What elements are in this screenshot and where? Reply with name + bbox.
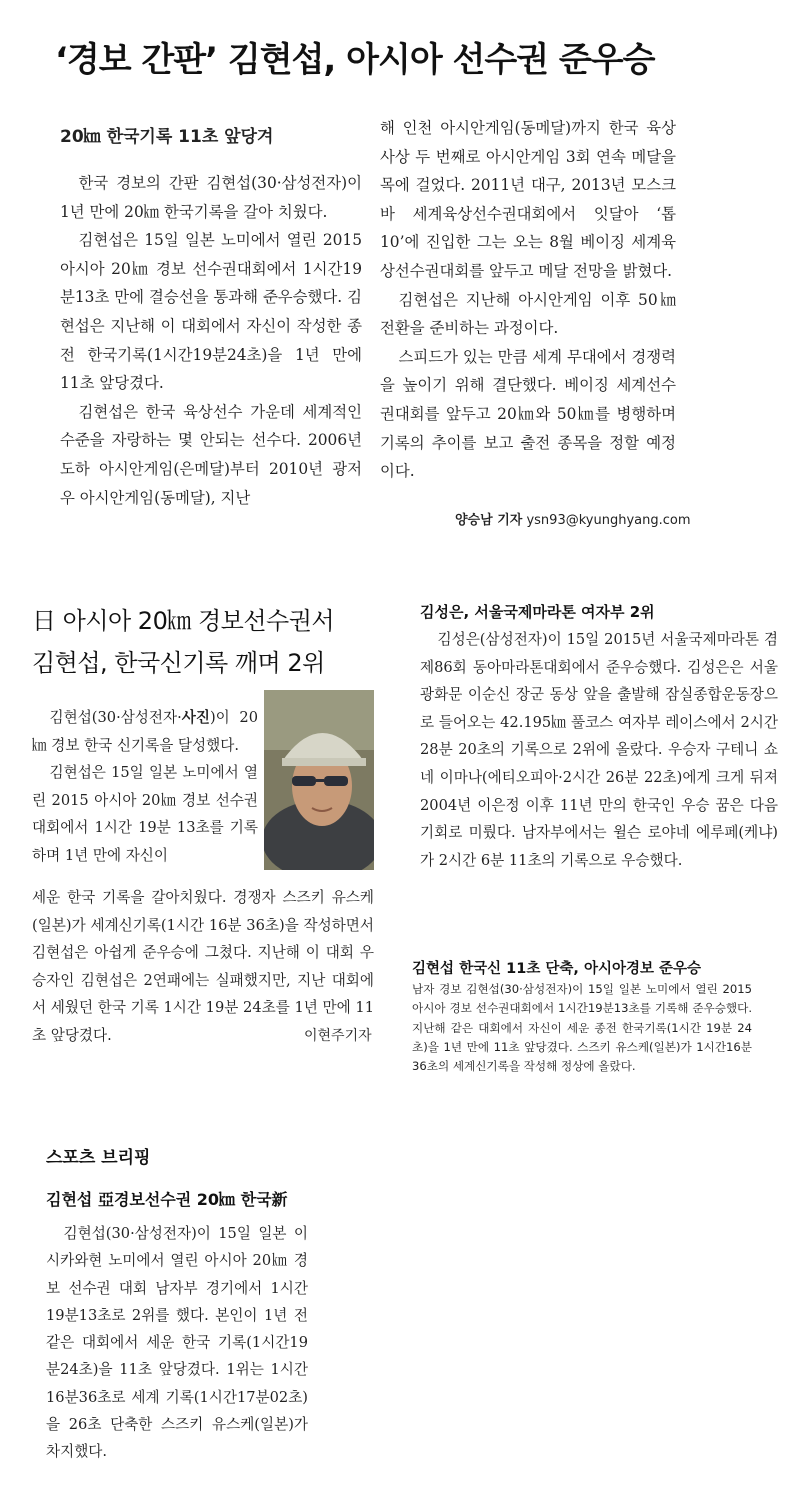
byline-name: 양승남 기자 <box>455 513 523 528</box>
article4-headline: 김현섭 한국신 11초 단축, 아시아경보 준우승 <box>412 961 702 977</box>
article4-body <box>412 980 752 1076</box>
article1-paragraph: 한국 경보의 간판 김현섭(30·삼성전자)이 1년 만에 20㎞ 한국기록을 갈아 치웠다. <box>60 174 362 221</box>
article2-headline-line1: 日 아시아 20㎞ 경보선수권서 <box>32 607 335 635</box>
article2-paragraph: 세운 한국 기록을 갈아치웠다. 경쟁자 스즈키 유스케(일본)가 세계신기록(1시간 16분 36초)을 작성하면서 김현섭은 아쉽게 준우승에 그쳤다. 지난해 이 대회 우승자인 김현섭은 2연패에는 실패했지만, 지난 대회에서 세웠던 한국 기록 1시간 19분 24초를 1년 만에 11초 앞당겼다. <box>32 889 374 1044</box>
article1-byline <box>455 509 691 528</box>
article2-paragraph <box>32 704 258 759</box>
article2-paragraph: 김현섭은 15일 일본 노미에서 열린 2015 아시아 20㎞ 경보 선수권대회에서 1시간 19분 13초를 기록하며 1년 만에 자신이 <box>32 764 258 864</box>
article1-paragraph: 김현섭은 지난해 아시안게임 이후 50㎞ 전환을 준비하는 과정이다. <box>380 290 676 338</box>
article1-headline: ‘경보 간판’ 김현섭, 아시아 선수권 준우승 <box>55 40 655 80</box>
article5-headline: 김현섭 亞경보선수권 20㎞ 한국新 <box>46 1190 288 1209</box>
article1-right-column <box>380 114 676 486</box>
athlete-photo <box>264 690 374 870</box>
article2-p1-bold: 사진 <box>181 709 210 726</box>
article1-left-column <box>60 169 362 512</box>
article2-narrow-column <box>32 704 258 870</box>
article2-p1-suffix: )이 20㎞ 경보 한국 신기록을 달성했다. <box>32 709 258 754</box>
article5-section-title: 스포츠 브리핑 <box>46 1148 151 1168</box>
article3-body <box>420 626 778 874</box>
article1-subheadline: 20㎞ 한국기록 11초 앞당겨 <box>60 127 274 147</box>
article2-reporter: 이현주기자 <box>304 1028 372 1044</box>
article2-p1-prefix: 김현섭(30·삼성전자· <box>49 709 182 726</box>
article2-headline-line2: 김현섭, 한국신기록 깨며 2위 <box>32 649 325 677</box>
athlete-photo-image <box>264 690 374 870</box>
article5-paragraph: 김현섭(30·삼성전자)이 15일 일본 이시카와현 노미에서 열린 아시아 20㎞ 경보 선수권 대회 남자부 경기에서 1시간19분13초로 2위를 했다. 본인이 1년 전 같은 대회에서 세운 한국 기록(1시간19분24초)을 11초 앞당겼다. 1위는 1시간16분36초로 세계 기록(1시간17분02초)을 26초 단축한 스즈키 유스케(일본)가 차지했다. <box>46 1225 308 1461</box>
byline-email: ysn93@kyunghyang.com <box>526 513 691 528</box>
article5-body <box>46 1220 308 1466</box>
article1-paragraph: 해 인천 아시안게임(동메달)까지 한국 육상사상 두 번째로 아시안게임 3회 연속 메달을 목에 걸었다. 2011년 대구, 2013년 모스크바 세계육상선수권대회에서 잇달아 ‘톱10’에 진입한 그는 오는 8월 베이징 세계육상선수권대회를 앞두고 메달 전망을 밝혔다. <box>380 119 676 280</box>
article3-paragraph: 김성은(삼성전자)이 15일 2015년 서울국제마라톤 겸 제86회 동아마라톤대회에서 준우승했다. 김성은은 서울 광화문 이순신 장군 동상 앞을 출발해 잠실종합운동장으로 들어오는 42.195㎞ 풀코스 여자부 레이스에서 2시간 28분 20초의 기록으로 2위에 올랐다. 우승자 구테니 쇼네 이마나(에티오피아·2시간 26분 22초)에게 크게 뒤져 2004년 이은정 이후 11년 만의 한국인 우승 꿈은 다음 기회로 미뤘다. 남자부에서는 윌슨 로야네 에루페(케냐)가 2시간 6분 11초의 기록으로 우승했다. <box>420 631 778 869</box>
article1-paragraph: 김현섭은 15일 일본 노미에서 열린 2015 아시아 20㎞ 경보 선수권대회에서 1시간19분13초 만에 결승선을 통과해 준우승했다. 김현섭은 지난해 이 대회에서 자신이 작성한 종전 한국기록(1시간19분24초)을 1년 만에 11초 앞당겼다. <box>60 231 362 393</box>
article1-paragraph: 김현섭은 한국 육상선수 가운데 세계적인 수준을 자랑하는 몇 안되는 선수다. 2006년 도하 아시안게임(은메달)부터 2010년 광저우 아시안게임(동메달), 지난 <box>60 402 362 507</box>
article1-paragraph: 스피드가 있는 만큼 세계 무대에서 경쟁력을 높이기 위해 결단했다. 베이징 세계선수권대회를 앞두고 20㎞와 50㎞를 병행하며 기록의 추이를 보고 출전 종목을 정할 예정이다. <box>380 347 676 481</box>
article2-headline <box>32 600 402 684</box>
article4-paragraph: 남자 경보 김현섭(30·삼성전자)이 15일 일본 노미에서 열린 2015 아시아 경보 선수권대회에서 1시간19분13초를 기록해 준우승했다. 지난해 같은 대회에서 자신이 세운 종전 한국기록(1시간 19분 24초)을 1년 만에 11초 앞당겼다. 스즈키 유스케(일본)가 1시간16분36초의 세계신기록을 작성해 정상에 올랐다. <box>412 982 752 1074</box>
article3-headline: 김성은, 서울국제마라톤 여자부 2위 <box>420 603 655 621</box>
